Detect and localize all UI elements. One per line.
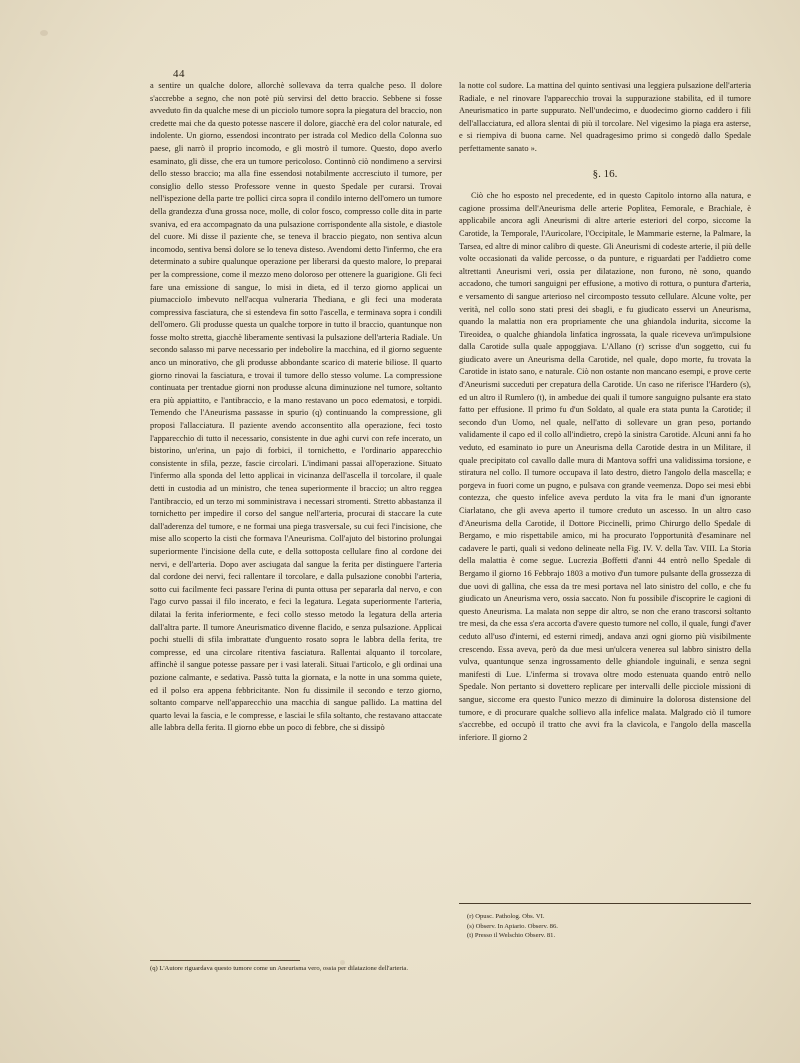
- footnote-r: (r) Opusc. Patholog. Obs. VI.: [467, 913, 545, 920]
- footnotes-left: [150, 960, 442, 973]
- left-column: [150, 80, 442, 735]
- footnotes-right: [459, 903, 751, 941]
- footnote-s: (s) Observ. In Apiario. Observ. 86.: [467, 922, 558, 930]
- section-heading: §. 16.: [592, 167, 618, 180]
- right-column-paragraph: la notte col sudore. La mattina del quinto sentivasi una leggiera pulsazione dell'arteria Radiale, e nel rinovare l'apparecchio trovai la suppurazione stabilita, ed il tumore Aneurismatico in parte suppurato. Nell'undecimo, e duodecimo giorno caddero i fili dell'allacciatura, ed allora slentai di più il torcolare. Nel vigesimo la piaga era asterse, e si riempiva di buona carne. Nel quadragesimo primo si congedò dallo Spedale perfettamente sanato ».: [459, 81, 751, 153]
- page-number: 44: [173, 68, 185, 80]
- right-column: [459, 80, 751, 744]
- section-paragraph: Ciò che ho esposto nel precedente, ed in questo Capitolo intorno alla natura, e cagione prossima dell'Aneurisma delle arterie Poplitea, Femorale, e Brachiale, è applicabile ancora agli Aneurismi di altre arterie esteriori del corpo, siccome la Carotide, la Temporale, l'Auricolare, l'Occipitale, le Mammarie esterne, la Palmare, la Tarsea, ed altre di minor calibro di queste. Gli Aneurismi di codeste arterie, il più delle volte occasionati da valide percosse, o da punture, e riguardati per l'addietro come altrettanti Aneurismi veri, ossia per dilatazione, non furono, nè sono, quando accadono, che tumori sanguigni per effusione, a motivo di rottura, o puntura d'arteria, e versamento di sangue arterioso nel circomposto tessuto cellulare. Alcune volte, per verità, nel collo sono stati presi dei sbagli, e fu giudicato esservi un Aneurisma, quando la malattia non era propriamente che una ghiandola indurita, siccome la Tireoidea, o qualche ghiandola linfatica ingrossata, la quale riceveva un'impulsione dalla Carotide sulla quale appoggiava. L'Allano (r) scrisse d'un soggetto, cui fu giudicato avere un Aneurisma della Carotide, nel quale, dopo morte, fu trovata la Carotide in istato sano, e naturale. Ciò non ostante non mancano esempi, e prove certe d'Aneurismi succeduti per crepatura della Carotide. Un caso ne riferisce l'Hardero (s), ed un altro il Rumlero (t), in ambedue dei quali il tumore sanguigno pulsante era stato fatto per effusione. Il primo fu d'un Soldato, al quale era stata punta la Carotide; il secondo d'un Uomo, nel quale, nell'atto di sollevare un gran peso, portando validamente il capo ed il collo all'indietro, crepò la sinistra Carotide. Alcuni anni fa ho veduto, ed esaminato io pure un Aneurisma della Carotide destra in un Militare, il quale precipitato col cavallo dalle mura di Mantova soffrì una validissima torsione, e stiratura nel collo. Il tumore occupava il lato destro, dietro l'angolo della mascella; e porgeva in fuori come un pugno, e pulsava con grande veemenza. Dopo sei mesi ebbi contezza, che questo infelice aveva perduto la vita fra le mani d'un ignorante Ciarlatano, che gli aveva aperto il tumore creduto un ascesso. In un altro caso d'Aneurisma della Carotide, il Dottore Piccinelli, primo Chirurgo dello Spedale di Bergamo, e mio rispettabile amico, mi ha procurato l'opportunità d'esaminare nel cadavere le parti, quali si vedono delineate nella Fig. IV. V. della Tav. VIII. La Storia della malattia è come segue. Lucrezia Boffetti d'anni 44 entrò nello Spedale di Bergamo il giorno 16 Febbrajo 1803 a motivo d'un tumore pulsante della grossezza di due uovi di gallina, che essa da tre mesi portava nel lato sinistro del collo, e che fu giudicato un Aneurisma vero, ossia saccato. Non fu possibile d'iscoprire le cagioni di questo Aneurisma. La malata non seppe dir altro, se non che erano trascorsi soltanto tre mesi, da che essa s'era accorta d'avere questo tumore nel collo, il quale, fungi d'aver ceduto all'uso d'interni, ed esterni rimedj, andava anzi ogni giorno più visibilmente crescendo. Essa aveva, però da due mesi un'ulcera venerea sul labbro sinistro della vulva, quantunque senza ingrossamento delle ghiandole inguinali, e senza segni manifesti di Lue. L'inferma si trovava oltre modo estenuata quando entrò nello Spedale. Non pertanto si dovettero replicare per intervalli delle picciole missioni di sangue, siccome era questo l'unico mezzo di diminuire la dolorosa distensione del tumore, e di procurare qualche sollievo alla infelice malata. Malgrado ciò il tumore s'accrebbe, ed occupò il tratto che avvi fra la clavicola, e l'angolo della mascella inferiore. Il giorno 2: [459, 191, 751, 742]
- left-column-paragraph: a sentire un qualche dolore, allorchè sollevava da terra qualche peso. Il dolore s'accrebbe a segno, che non potè più servirsi del detto braccio. Sebbene si fosse avveduto fin da qualche mese di un picciolo tumore sopra la piegatura del braccio, non credette mai che da questo potesse nascere il dolore, giacchè era del color naturale, ed indolente. Un giorno, essendosi incontrato per istrada col Medico della Colonna suo paese, gli narrò il proprio incomodo, e gli mostrò il tumore. Questo, dopo averlo esaminato, gli disse, che era un tumore pericoloso. Continnò ciò nondimeno a servirsi dello stesso braccio; ma alla fine essendosi notabilmente accresciuto il tumore, per consiglio dello stesso Professore venne in questo Spedale per curarsi. Trovai nell'ispezione della parte tre pollici circa sopra il condilo interno dell'omero un tumore della grandezza d'una grossa noce, molle, di color fosco, compresso colle dita in parte svaniva, ed era accompagnato da una pulsazione corrispondente alla sistole, e diastole del cuore. Mi disse il paziente che, se teneva il braccio piegato, non sentiva alcun incomodo, sentiva bensì dolore se lo teneva disteso. Avendomi detto l'infermo, che era determinato a subire qualunque operazione per liberarsi da questo malore, lo preparai per la compressione, come il mezzo meno doloroso per ottenere la guarigione. Gli feci fare una emissione di sangue, lo misi in dieta, ed il terzo giorno applicai un piumaccioIo imbevuto nell'acqua vulneraria Thediana, e gli feci una moderata compressiva fasciatura, che si estendeva fin sotto l'ascella, e terminava sopra i condili dell'omero. Gli produsse questa un qualche torpore in tutto il braccio, quantunque non fosse molto stretta, giacchè liberamente sentivasi la pulsazione dell'arteria Radiale. Un secondo salasso mi parve necessario per indebolire la macchina, ed il giorno seguente anco un minorativo, che gli produsse abbondante scarico di materie biliose. Il quarto giorno rinovai la fasciatura, e trovai il tumore dello stesso volume. La compressione continuata per trentadue giorni non produsse alcuna diminuzione nel tumore, soltanto era più appiattito, e l'antibraccio, e la mano restavano un poco edematosi, e torpidi. Temendo che l'Aneurisma passasse in spurio (q) continuando la compressione, gli proposi l'allacciatura. Il paziente avendo acconsentito alla operazione, feci tosto l'apparecchio di tutto il necessario, consistente in due aghi curvi con refe incerato, un bistorino, un'erina, un pajo di forbici, il tornichetto, e l'ordinario apparecchio consistente in sfila, pezze, fascie circolari. L'indimani passai all'operazione. Situato l'infermo alla sponda del letto applicai in vicinanza dell'ascella il torcolare, il quale detti in custodia ad un ministro, che tenea superiormente il braccio; un altro reggea l'antibraccio, ed un terzo mi somministrava i necessari stromenti. Stretto abbastanza il tornichetto per impedire il corso del sangue nell'arteria, procurai di staccare la cute dall'aderenza del tumore, e ne formai una piega trasversale, su cui feci l'incisione, che mise allo scoperto la cisti che formava l'Aneurisma. Coll'ajuto del bistorino prolungai superiormente l'incisione della cute, e della sottoposta cellulare fino al cordone dei nervi, e dell'arteria. Dopo aver asciugata dal sangue la ferita per distinguere l'arteria dal cordone dei nervi, feci rallentare il torcolare, e dalla pulsazione conobbi l'arteria, sotto cui facilmente feci passare l'erina di punta ottusa per separarla dal nervo, e con l'ago curvo passai il filo incerato, e feci la legatura. Legata superiormente l'arteria, dilatai la ferita inferiormente, e feci collo stesso metodo la legatura della arteria dall'altra parte. Il tumore Aneurismatico divenne flacido, e senza pulsazione. Applicai pochi stuelli di sfila imbrattate d'unguento rosato sopra le labbra della ferita, tre compresse, ed una circolare ritentiva fasciatura. Rallentai alquanto il torcolare, affinchè il sangue potesse passare per i vasi laterali. Situai l'articolo, e gli ordinai una pozione calmante, e sedativa. Passò tutta la giornata, e la notte in una somma quiete, ed il polso era appena febbricitante. Non fu dissimile il secondo e terzo giorno, soltanto comparve nell'apparecchio una macchia di sangue pallido. La mattina del quarto levai la fascia, e le compresse, e lasciai le sfila soltanto, che restavano attaccate alle labbra della ferita. Il giorno ebbe un poco di febbre, che si dissipò: [150, 81, 442, 733]
- footnote-q: (q) L'Autore riguardava questo tumore come un Aneurisma vero, ossia per dilatazione dell'arteria.: [150, 965, 408, 972]
- footnote-rule: [150, 960, 300, 961]
- footnote-t: (t) Presso il Welschio Observ. 81.: [467, 932, 556, 940]
- footnote-rule: [459, 903, 751, 904]
